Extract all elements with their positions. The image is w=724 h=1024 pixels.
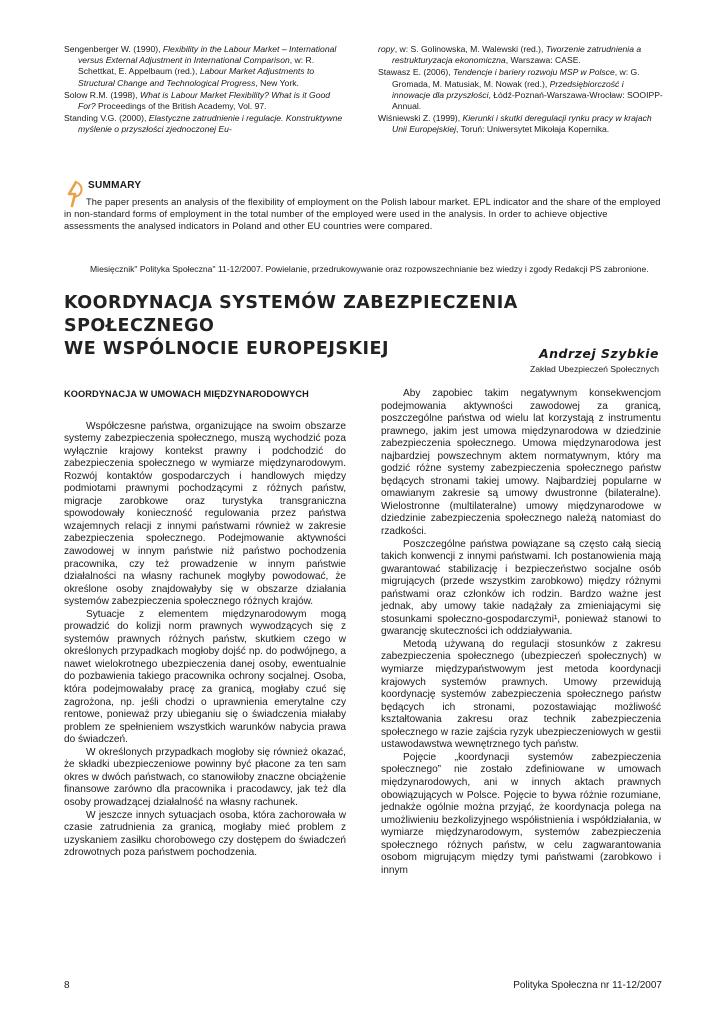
body-paragraph: Współczesne państwa, organizujące na swoim obszarze systemy zabezpieczenia społecznego, muszą wychodzić poza wyłącznie krajowy kontekst prawny i podchodzić do zabezpieczenia społecznego w wymiarze międzynarodowym. Rozwój kontaktów gospodarczych i handlowych między podmiotami prawnymi pochodzącymi z różnych państw, migracje zarobkowe oraz turystyka transgraniczna spowodowały konieczność regulowania przez państwa wzajemnych relacji z innymi państwami również w zakresie zabezpieczenia społecznego. Podejmowanie aktywności zawodowej w innym państwie niż państwo pochodzenia pracownika, czy też prowadzenie w innym państwie działalności na własny rachunek mogłyby powodować, że określone osoby znajdowałyby się w obszarze działania systemów zabezpieczenia społecznego różnych krajów.: [64, 420, 346, 608]
body-paragraph: Aby zapobiec takim negatywnym konsekwencjom podejmowania aktywności zawodowej za granicą, poszczególne państwa od wielu lat korzystają z instrumentu prawnego, jakim jest umowa międzynarodowa w dziedzinie zabezpieczenia społecznego. Umowa międzynarodowa jest najbardziej powszechnym aktem normatywnym, który ma godzić różne systemy zabezpieczenia społecznego państw będących stronami takiej umowy. Najbardziej popularne w omawianym zakresie są umowy dwustronne (bilateralne). Wielostronne (multilateralne) umowy międzynarodowe w dziedzinie zabezpieczenia społecznego należą natomiast do rzadkości.: [381, 388, 661, 538]
copyright-notice: Miesięcznik" Polityka Społeczna" 11-12/2007. Powielanie, przedrukowywanie oraz rozpowszechnianie bez wiedzy i zgody Redakcji PS zabronione.: [90, 264, 649, 274]
page-footer: [64, 980, 662, 991]
reference-entry: Wiśniewski Z. (1999), Kierunki i skutki deregulacji rynku pracy w krajach Unii Europejskiej, Toruń: Uniwersytet Mikołaja Kopernika.: [378, 113, 652, 135]
article-title-line-2: WE WSPÓLNOCIE EUROPEJSKIEJ: [64, 339, 389, 359]
body-right-column: [381, 388, 661, 877]
summary-title: SUMMARY: [88, 180, 142, 191]
section-heading: KOORDYNACJA W UMOWACH MIĘDZYNARODOWYCH: [64, 389, 309, 399]
body-paragraph: Poszczególne państwa powiązane są często całą siecią takich konwencji z innymi państwami. Ich postanowienia mają gwarantować stabilizację i bezpieczeństwo socjalne osób migrujących (przede wszystkim zarobkowo) między różnymi państwami oraz członków ich rodzin. Bardzo ważne jest jednak, aby umowy takie nadążały za zmieniającymi się stosunkami społeczno-gospodarczymi¹, ponieważ stanowi to gwarancję skuteczności ich oddziaływania.: [381, 538, 661, 638]
references-left-column: [64, 44, 350, 137]
summary-logo-icon: [64, 180, 86, 208]
summary-text: The paper presents an analysis of the flexibility of employment on the Polish labour market. EPL indicator and the share of the employed in non-standard forms of employment in the total number of the employed were used in the analysis. In order to achieve objective assessments the analysed indicators in Poland and other EU countries were compared.: [64, 197, 661, 231]
body-paragraph: Metodą używaną do regulacji stosunków z zakresu zabezpieczenia społecznego (ubezpieczeń społecznych) w wymiarze międzypaństwowym jest metoda koordynacji krajowych systemów prawnych. Umowy przewidują koordynację systemów zabezpieczenia społecznego państw będących ich stronami, pozostawiając możliwość kształtowania zakresu oraz technik zabezpieczenia społecznego w razie zajścia ryzyk ubezpieczeniowych w gestii ustawodawstwa wewnętrznego tych państw.: [381, 638, 661, 751]
reference-entry: Standing V.G. (2000), Elastyczne zatrudnienie i regulacje. Konstruktywne myślenie o przyszłości zjednoczonej Eu-: [64, 113, 343, 135]
references-right-column: [378, 44, 664, 137]
author-block: [530, 346, 659, 374]
references-section: [64, 44, 664, 137]
author-name: Andrzej Szybkie: [538, 346, 659, 361]
reference-entry: Solow R.M. (1998), What is Labour Market Flexibility? What is it Good For? Proceedings of the British Academy, Vol. 97.: [64, 89, 331, 112]
body-paragraph: Pojęcie „koordynacji systemów zabezpieczenia społecznego” nie zostało zdefiniowane w umowach międzynarodowych, ani w innych aktach prawnych obowiązujących w Polsce. Pojęcie to bywa różnie rozumiane, jednakże ogólnie można przyjąć, że koordynacja polega na umożliwieniu bezkolizyjnego współistnienia i współdziałania, w wymiarze międzynarodowym, systemów zabezpieczenia społecznego różnych państw, w celu zagwarantowania osobom migrującym między tymi państwami (zarobkowo i innym: [381, 751, 661, 876]
article-title-line-1: KOORDYNACJA SYSTEMÓW ZABEZPIECZENIA SPOŁECZNEGO: [64, 293, 518, 336]
reference-entry: Sengenberger W. (1990), Flexibility in the Labour Market – International versus External Adjustment in International Comparison, w: R. Schettkat, E. Appelbaum (red.), Labour Market Adjustments to Structural Change and Technological Progress, New York.: [64, 44, 337, 88]
journal-issue: Polityka Społeczna nr 11-12/2007: [513, 980, 662, 991]
reference-entry: Stawasz E. (2006), Tendencje i bariery rozwoju MSP w Polsce, w: G. Gromada, M. Matusiak, M. Nowak (red.), Przedsiębiorczość i innowacje dla przyszłości, Łódź-Poznań-Warszawa-Wrocław: SOOIPP-Annual.: [378, 67, 663, 112]
body-paragraph: W jeszcze innych sytuacjach osoba, która zachorowała w czasie zatrudnienia za granicą, mogłaby mieć problem z uzyskaniem zasiłku chorobowego czy dostępem do świadczeń zdrowotnych poza państwem pochodzenia.: [64, 809, 346, 859]
reference-entry: ropy, w: S. Golinowska, M. Walewski (red.), Tworzenie zatrudnienia a restrukturyzacja ekonomiczna, Warszawa: CASE.: [378, 44, 642, 66]
body-paragraph: Sytuacje z elementem międzynarodowym mogą prowadzić do kolizji norm prawnych wywodzących się z systemów prawnych różnych państw, skutkiem czego w określonych przypadkach mogłoby dojść np. do podwójnego, a nawet wielokrotnego ubezpieczenia danej osoby, ewentualnie do pozbawienia takiego pracownika ochrony socjalnej. Osoba, która podejmowałaby pracę za granicą, mogłaby czuć się zagrożona, np. jeśli chodzi o uprawnienia emerytalne czy rentowe, ponieważ przy ubieganiu się o świadczenia miałaby problem ze spełnieniem wszystkich warunków nabycia prawa do świadczeń.: [64, 608, 346, 746]
body-paragraph: W określonych przypadkach mogłoby się również okazać, że składki ubezpieczeniowe powinny być płacone za ten sam okres w dwóch państwach, co stanowiłoby znaczne obciążenie finansowe zarówno dla pracownika i pracodawcy, jak też dla osoby prowadzącej działalność na własny rachunek.: [64, 746, 346, 808]
summary-section: [64, 180, 662, 232]
body-left-column: [64, 388, 346, 860]
page-number: 8: [64, 980, 70, 991]
author-affiliation: Zakład Ubezpieczeń Społecznych: [530, 364, 659, 374]
